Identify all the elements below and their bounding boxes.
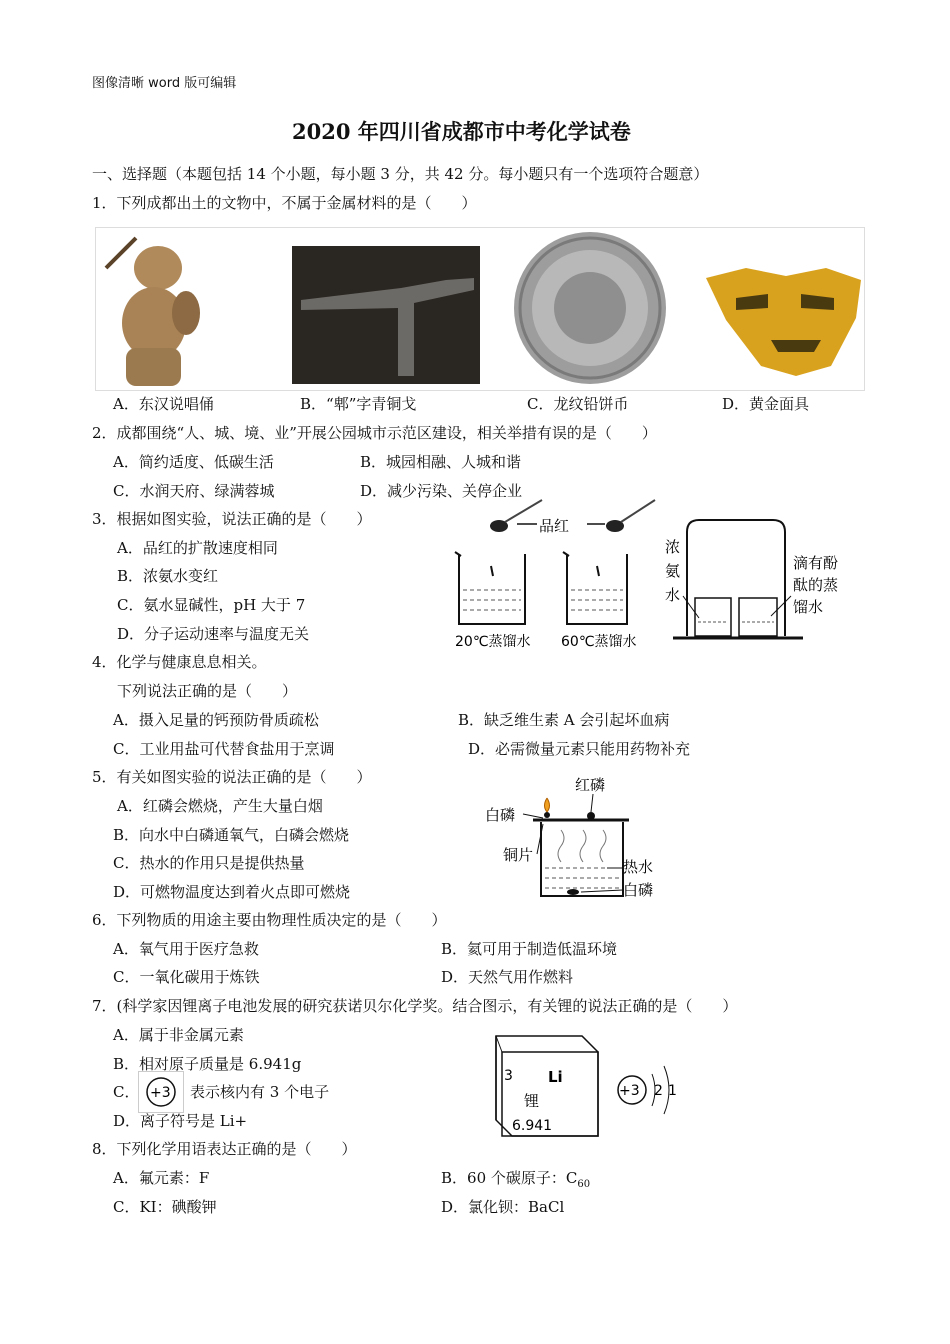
- q2-option-b: B．城园相融、人城和谐: [360, 453, 522, 471]
- pinhong-label: 品红: [539, 517, 570, 535]
- nucleus-label: +3: [150, 1085, 171, 1101]
- q3-option-a: A．品红的扩散速度相同: [117, 539, 278, 557]
- q3-option-d: D．分子运动速率与温度无关: [117, 625, 310, 643]
- q4-option-a: A．摄入足量的钙预防骨质疏松: [113, 711, 319, 729]
- copper-label: 铜片: [503, 846, 534, 864]
- red-p-label: 红磷: [575, 776, 606, 794]
- q7-lithium-figure: [478, 1028, 682, 1140]
- q3-option-b: B．浓氨水变红: [117, 567, 219, 585]
- atomic-mass: 6.941: [512, 1118, 553, 1134]
- q1-option-a: A．东汉说唱俑: [113, 395, 214, 413]
- q5-option-c: C．热水的作用只是提供热量: [113, 854, 305, 872]
- q1-artifact-images: [95, 227, 865, 391]
- q4-option-c: C．工业用盐可代替食盐用于烹调: [113, 740, 335, 758]
- phenol-label-3: 馏水: [793, 598, 824, 616]
- shell1-electrons: 2: [654, 1083, 663, 1099]
- element-name: 锂: [524, 1092, 540, 1110]
- q1-stem: 1．下列成都出土的文物中，不属于金属材料的是（ ）: [92, 194, 477, 212]
- q1-option-b: B．“郫”字青铜戈: [300, 395, 417, 413]
- q6-option-d: D．天然气用作燃料: [441, 968, 574, 986]
- shell2-electrons: 1: [668, 1083, 677, 1099]
- atomic-number: 3: [504, 1068, 513, 1084]
- element-symbol: Li: [548, 1068, 563, 1086]
- beaker1-label: 20℃蒸馏水: [455, 634, 531, 650]
- section-heading: 一、选择题（本题包括 14 个小题，每小题 3 分，共 42 分。每小题只有一个选项符合题意）: [92, 165, 709, 183]
- q5-combustion-figure: [483, 768, 661, 904]
- q8-option-a: A．氟元素：F: [113, 1169, 210, 1187]
- q5-option-d: D．可燃物温度达到着火点即可燃烧: [113, 883, 351, 901]
- q7-option-c-prefix: C．: [113, 1083, 140, 1101]
- q8-option-d: D．氯化钡：BaCl: [441, 1198, 565, 1216]
- q3-stem: 3．根据如图实验，说法正确的是（ ）: [92, 510, 372, 528]
- q8-option-b-subscript: 60: [577, 1179, 591, 1190]
- atom-nucleus-label: +3: [619, 1083, 640, 1099]
- q7-option-b: B．相对原子质量是 6.941g: [113, 1055, 302, 1073]
- beaker2-label: 60℃蒸馏水: [561, 634, 637, 650]
- q7-option-a: A．属于非金属元素: [113, 1026, 244, 1044]
- white-p-top-label: 白磷: [485, 806, 516, 824]
- q6-option-c: C．一氧化碳用于炼铁: [113, 968, 260, 986]
- q7-option-c-text: 表示核内有 3 个电子: [190, 1083, 330, 1101]
- dragon-coin-image: [514, 232, 666, 384]
- q5-option-b: B．向水中白磷通氧气，白磷会燃烧: [113, 826, 350, 844]
- flame-icon: [545, 798, 550, 812]
- q2-option-a: A．简约适度、低碳生活: [113, 453, 274, 471]
- q7-option-d: D．离子符号是 Li+: [113, 1112, 248, 1130]
- white-p-bottom-label: 白磷: [623, 881, 654, 899]
- q1-option-d: D．黄金面具: [722, 395, 810, 413]
- ammonia-label-2: 氨: [665, 562, 681, 580]
- q4-stem: 4．化学与健康息息相关。: [92, 653, 267, 671]
- phenol-label-2: 酞的蒸: [793, 576, 839, 594]
- q8-option-b-main: B．60 个碳原子：C: [441, 1169, 578, 1187]
- q4-option-d: D．必需微量元素只能用药物补充: [468, 740, 691, 758]
- q6-option-b: B．氦可用于制造低温环境: [441, 940, 618, 958]
- page-title: 2020 年四川省成都市中考化学试卷: [292, 119, 631, 144]
- phenol-label-1: 滴有酚: [793, 554, 839, 572]
- q2-option-d: D．减少污染、关停企业: [360, 482, 523, 500]
- q5-option-a: A．红磷会燃烧，产生大量白烟: [117, 797, 323, 815]
- q8-stem: 8．下列化学用语表达正确的是（ ）: [92, 1140, 357, 1158]
- bronze-ge-image: [292, 246, 480, 384]
- q4-stem-2: 下列说法正确的是（ ）: [117, 682, 298, 700]
- ammonia-label-1: 浓: [665, 538, 681, 556]
- q3-option-c: C．氨水显碱性，pH 大于 7: [117, 596, 306, 614]
- q2-stem: 2．成都围绕“人、城、境、业”开展公园城市示范区建设，相关举措有误的是（ ）: [92, 424, 657, 442]
- q1-option-c: C．龙纹铅饼币: [527, 395, 629, 413]
- q2-option-c: C．水润天府、绿满蓉城: [113, 482, 275, 500]
- nucleus-icon: [138, 1071, 184, 1113]
- storyteller-figurine-image: [96, 228, 226, 390]
- header-note: 图像清晰 word 版可编辑: [92, 76, 237, 91]
- q6-option-a: A．氧气用于医疗急救: [113, 940, 259, 958]
- q8-option-c: C．KI：碘酸钾: [113, 1198, 217, 1216]
- q6-stem: 6．下列物质的用途主要由物理性质决定的是（ ）: [92, 911, 447, 929]
- gold-mask-image: [706, 268, 861, 376]
- q7-stem: 7．(科学家因锂离子电池发展的研究获诺贝尔化学奖。结合图示，有关锂的说法正确的是（ ）: [92, 997, 738, 1015]
- ammonia-label-3: 水: [665, 586, 681, 604]
- hot-water-label: 热水: [623, 858, 654, 876]
- q4-option-b: B．缺乏维生素 A 会引起坏血病: [458, 711, 670, 729]
- q8-option-b: [441, 1167, 590, 1190]
- q5-stem: 5．有关如图实验的说法正确的是（ ）: [92, 768, 372, 786]
- q3-diffusion-figure: [437, 486, 853, 654]
